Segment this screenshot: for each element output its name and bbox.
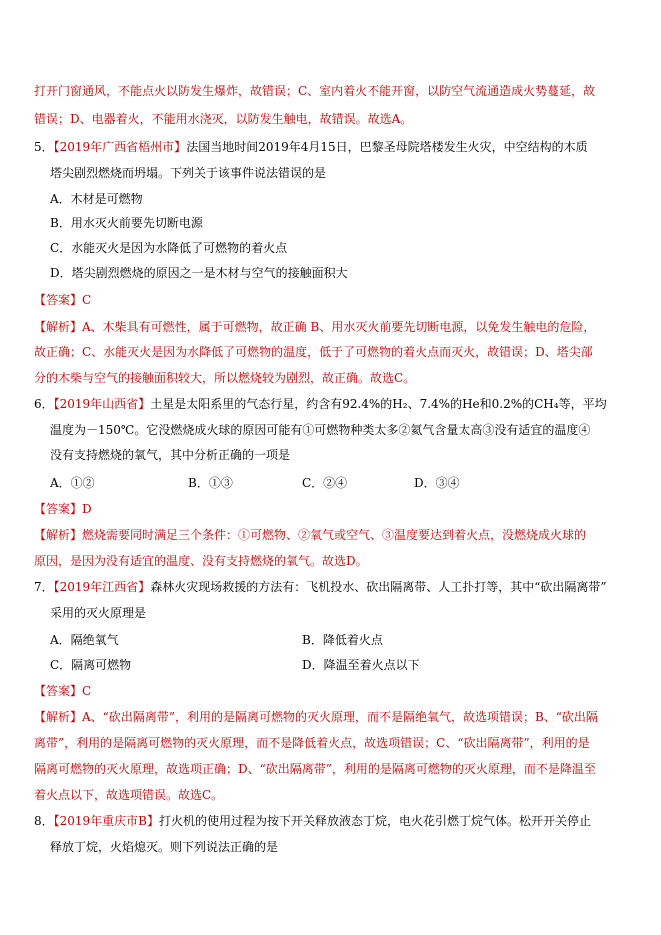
q7-answer [34,682,91,700]
q5-analysis-tag: 【解析】 [34,320,83,334]
q6-option-a: A．①② [50,476,95,490]
q5-analysis-text-1: A、木柴具有可燃性，属于可燃物，故正确 B、用水灭火前要先切断电源，以免发生触电的危险， [82,320,596,334]
q5-option-c: C．水能灭火是因为水降低了可燃物的着火点 [50,241,288,255]
q7-analysis-line-3: 隔离可燃物的灭火原理，故选项正确；D、“砍出隔离带”，利用的是隔离可燃物的灭火原理，而不是降温至 [34,762,596,776]
q6-source: 【2019年山西省】 [53,397,151,411]
q6-answer [34,500,92,518]
q8-stem-text-1: 打火机的使用过程为按下开关释放液态丁烷，电火花引燃丁烷气体。松开开关停止 [159,814,592,828]
q7-analysis-line-4: 着火点以下，故选项错误。故选C。 [34,788,224,802]
q7-answer-tag: 【答案】 [34,684,83,698]
q6-stem-line-2: 温度为－150℃。它没燃烧成火球的原因可能有①可燃物种类太多②氦气含量太高③没有适宜的温度④ [50,423,591,437]
q7-number: 7． [34,580,54,594]
q8-source: 【2019年重庆市B】 [53,814,159,828]
q5-option-d: D．塔尖剧烈燃烧的原因之一是木材与空气的接触面积大 [50,266,348,280]
q7-option-b: B．降低着火点 [302,633,383,647]
q7-source: 【2019年江西省】 [53,580,151,594]
q7-option-d: D．降温至着火点以下 [302,658,420,672]
q5-answer-tag: 【答案】 [34,293,83,307]
q7-stem-text-1: 森林火灾现场救援的方法有：飞机投水、砍出隔离带、人工扑打等，其中“砍出隔离带” [150,580,607,594]
q7-analysis-text-1: A、“砍出隔离带”，利用的是隔离可燃物的灭火原理，而不是隔绝氧气，故选项错误；B、“砍出隔 [82,710,598,724]
q7-analysis-line-2: 离带”，利用的是隔离可燃物的灭火原理，而不是降低着火点，故选项错误；C、“砍出隔离带”，利用的是 [34,736,590,750]
q5-analysis-line-3: 分的木柴与空气的接触面积较大，所以燃烧较为剧烈，故正确。故选C。 [34,371,416,385]
q5-option-b: B．用水灭火前要先切断电源 [50,216,203,230]
q7-option-c: C．隔离可燃物 [50,658,132,672]
q7-answer-value: C [82,684,92,698]
q5-answer-value: C [82,293,92,307]
q7-stem-line-1 [34,578,606,596]
q8-number: 8． [34,814,54,828]
q5-stem-line-2: 塔尖剧烈燃烧而坍塌。下列关于该事件说法错误的是 [50,166,327,180]
q7-option-a: A．隔绝氧气 [50,633,119,647]
q6-answer-tag: 【答案】 [34,502,83,516]
q5-analysis-line-1 [34,318,595,336]
q6-stem-line-1 [34,395,607,413]
q5-option-a: A．木材是可燃物 [50,192,143,206]
q5-answer [34,291,91,309]
q6-analysis-line-1 [34,526,586,544]
q8-stem-line-1 [34,812,591,830]
q6-option-d: D．③④ [414,476,460,490]
q6-analysis-text-1: 燃烧需要同时满足三个条件：①可燃物、②氧气或空气、③温度要达到着火点，没燃烧成火球的 [82,528,587,542]
q6-analysis-tag: 【解析】 [34,528,83,542]
q6-option-b: B．①③ [188,476,233,490]
q5-stem-line-1 [34,138,588,156]
q6-option-c: C．②④ [302,476,348,490]
q6-number: 6． [34,397,54,411]
q8-stem-line-2: 释放丁烷，火焰熄灭。则下列说法正确的是 [50,840,279,854]
q6-stem-line-3: 没有支持燃烧的氧气，其中分析正确的一项是 [50,448,291,462]
q6-stem-text-1: 土星是太阳系里的气态行星，约含有92.4%的H₂、7.4%的He和0.2%的CH₄等，平均 [150,397,607,411]
q6-analysis-line-2: 原因，是因为没有适宜的温度、没有支持燃烧的氧气。故选D。 [34,554,368,568]
q5-analysis-line-2: 故正确；C、水能灭火是因为水降低了可燃物的温度，低于了可燃物的着火点而灭火，故错误；D、塔尖部 [34,345,593,359]
q5-number: 5． [34,140,54,154]
q5-stem-text-1: 法国当地时间2019年4月15日，巴黎圣母院塔楼发生火灾，中空结构的木质 [186,140,588,154]
q6-answer-value: D [82,502,92,516]
intro-analysis-line-1: 打开门窗通风，不能点火以防发生爆炸，故错误；C、室内着火不能开窗，以防空气流通造成火势蔓延，故 [34,84,596,98]
q7-analysis-tag: 【解析】 [34,710,83,724]
q7-analysis-line-1 [34,708,598,726]
q5-source: 【2019年广西省梧州市】 [53,140,187,154]
intro-analysis-line-2: 错误；D、电器着火，不能用水浇灭，以防发生触电，故错误。故选A。 [34,112,413,126]
q7-stem-line-2: 采用的灭火原理是 [50,606,147,620]
